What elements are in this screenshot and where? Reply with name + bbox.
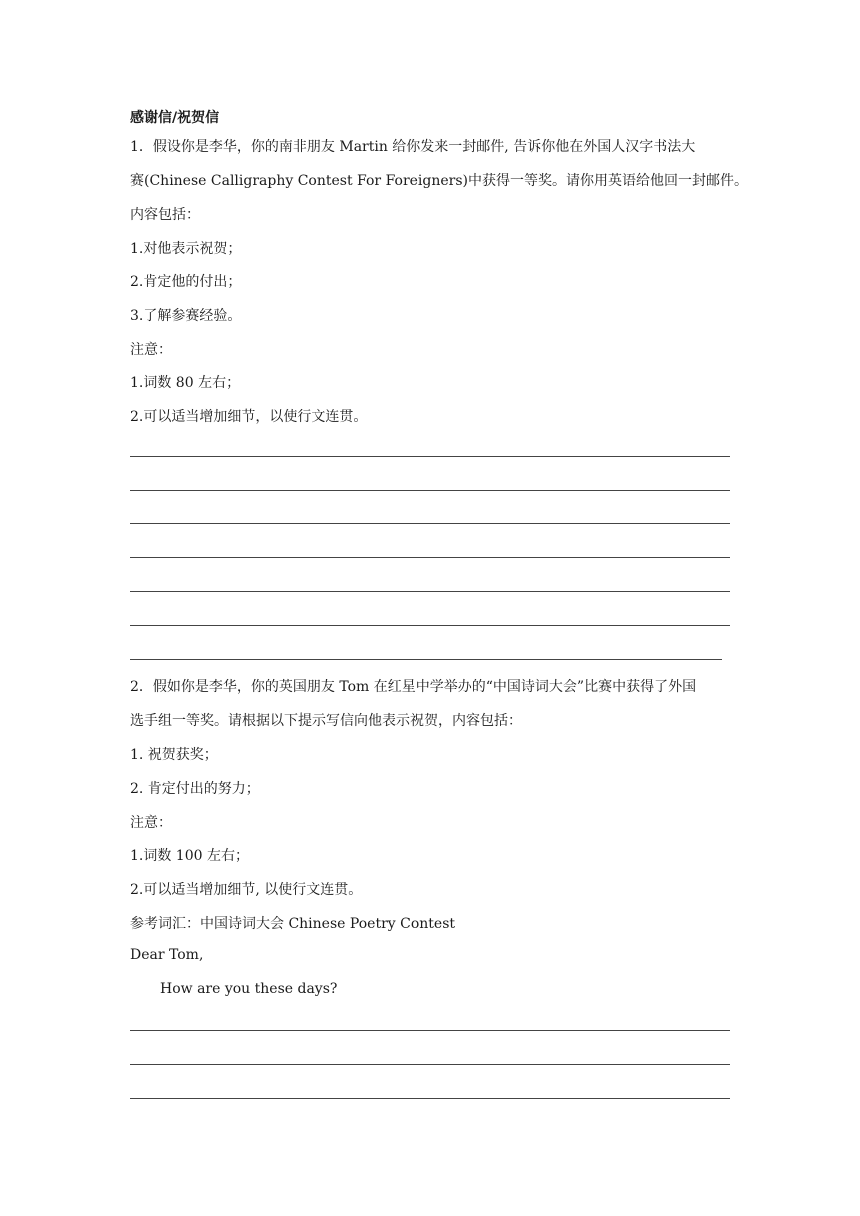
answer-line	[130, 659, 722, 660]
q1-prompt-line-2: 赛(Chinese Calligraphy Contest For Foreigners)中获得一等奖。请你用英语给他回一封邮件。	[130, 173, 749, 189]
answer-line	[130, 625, 730, 626]
q2-point-1: 1. 祝贺获奖；	[130, 747, 218, 763]
section-title: 感谢信/祝贺信	[130, 110, 220, 126]
q1-note-1: 1.词数 80 左右；	[130, 375, 241, 391]
q2-prompt-line-2: 选手组一等奖。请根据以下提示写信向他表示祝贺，内容包括：	[130, 713, 522, 729]
answer-line	[130, 456, 730, 457]
q2-note-1: 1.词数 100 左右；	[130, 848, 249, 864]
q2-point-2: 2. 肯定付出的努力；	[130, 781, 260, 797]
q1-point-2: 2.肯定他的付出；	[130, 274, 242, 290]
answer-line	[130, 490, 730, 491]
letter-salutation: Dear Tom,	[130, 947, 204, 963]
q1-prompt-line-1: 1．假设你是李华，你的南非朋友 Martin 给你发来一封邮件, 告诉你他在外国人汉字书法大	[130, 139, 696, 155]
q2-note-label: 注意：	[130, 815, 172, 831]
answer-line	[130, 523, 730, 524]
q1-point-3: 3.了解参赛经验。	[130, 308, 242, 324]
answer-line	[130, 557, 730, 558]
letter-opening: How are you these days?	[160, 981, 338, 997]
q1-note-label: 注意：	[130, 342, 172, 358]
q2-note-2: 2.可以适当增加细节, 以使行文连贯。	[130, 882, 363, 898]
q2-prompt-line-1: 2．假如你是李华，你的英国朋友 Tom 在红星中学举办的“中国诗词大会”比赛中获得了外国	[130, 679, 697, 695]
q1-note-2: 2.可以适当增加细节，以使行文连贯。	[130, 409, 368, 425]
answer-line	[130, 591, 730, 592]
q1-content-label: 内容包括：	[130, 207, 200, 223]
q2-vocab: 参考词汇：中国诗词大会 Chinese Poetry Contest	[130, 916, 456, 932]
answer-line	[130, 1030, 730, 1031]
q1-point-1: 1.对他表示祝贺；	[130, 241, 242, 257]
answer-line	[130, 1098, 730, 1099]
answer-line	[130, 1064, 730, 1065]
